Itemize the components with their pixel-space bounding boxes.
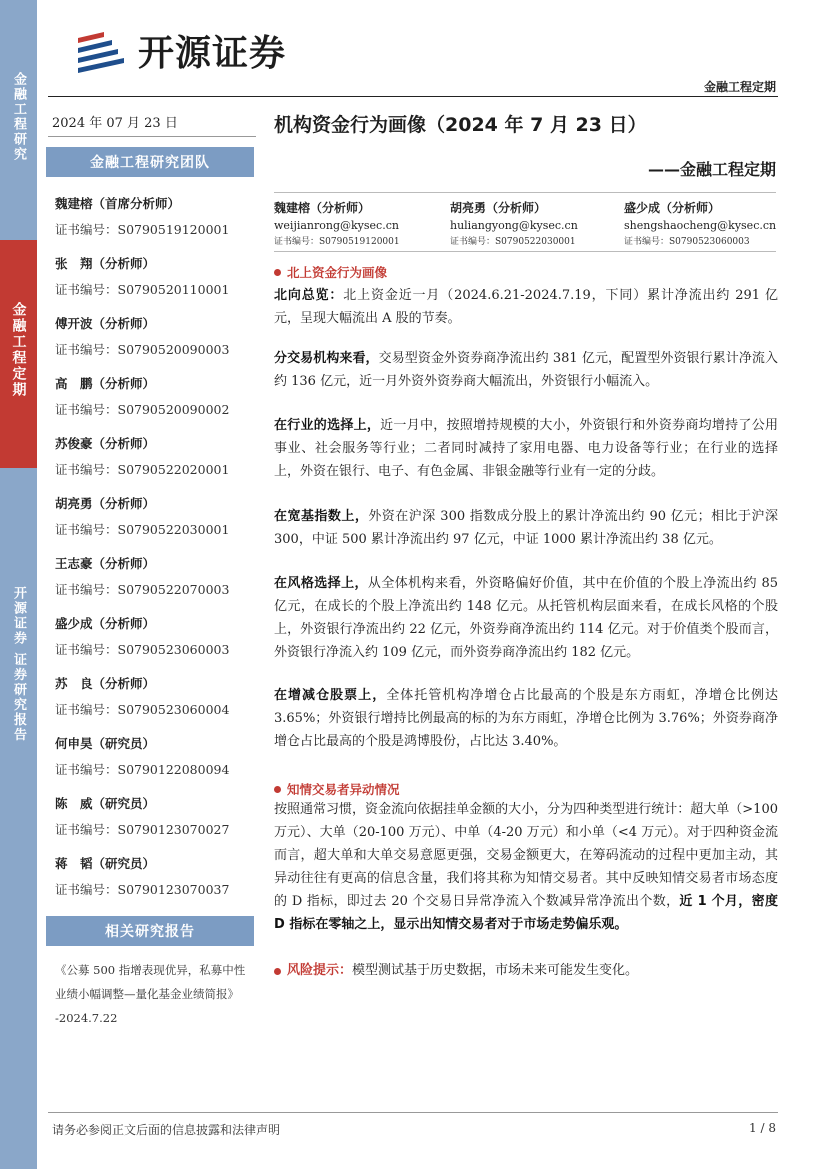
author-cert: 证书编号：S0790522030001 xyxy=(450,237,576,247)
team-member-name: 苏俊豪（分析师） xyxy=(55,436,156,451)
team-member-cert: 证书编号：S0790522070003 xyxy=(55,582,230,597)
team-member-cert: 证书编号：S0790523060004 xyxy=(55,702,230,717)
paragraph-label: 分交易机构来看， xyxy=(274,351,379,366)
paragraph-label: 在宽基指数上， xyxy=(274,509,369,524)
paragraph-overview xyxy=(274,284,778,330)
team-member-name: 陈 威（研究员） xyxy=(55,796,156,811)
section-heading-informed-traders xyxy=(274,780,400,798)
risk-label: 风险提示： xyxy=(287,963,353,978)
paragraph-label: 在风格选择上， xyxy=(274,576,368,591)
paragraph-holdings xyxy=(274,684,778,753)
author-block xyxy=(274,192,776,252)
author-email[interactable]: shengshaocheng@kysec.cn xyxy=(624,219,777,232)
paragraph-text: 按照通常习惯，资金流向依据挂单金额的大小，分为四种类型进行统计：超大单（>100 万元）、大单（20-100 万元）、中单（4-20 万元）和小单（<4 万元）。对于四种资金流而言，超大单和大单交易意愿更强，交易金额更大，在筹码流动的过程中更加主动，其异动往往有更高的信息含量，我们将其称为知情交易者。其中反映知情交易者市场态度的 D 指标，即过去 20 个交易日异常净流入个数减异常净流出个数， xyxy=(274,802,778,909)
paragraph-text: 交易型资金外资券商净流出约 381 亿元，配置型外资银行累计净流入约 136 亿元，近一月外资外资券商大幅流出，外资银行小幅流入。 xyxy=(274,351,778,389)
section-heading-northbound xyxy=(274,263,387,281)
team-member-name: 高 鹏（分析师） xyxy=(55,376,156,391)
report-title: 机构资金行为画像（2024 年 7 月 23 日） xyxy=(274,114,647,136)
team-heading: 金融工程研究团队 xyxy=(46,147,254,177)
section-heading-text: 知情交易者异动情况 xyxy=(287,782,400,797)
paragraph-label: 北向总览： xyxy=(274,288,344,303)
bullet-icon xyxy=(274,269,281,276)
team-member xyxy=(55,373,255,421)
strip-label-middle: 金融工程定期 xyxy=(10,302,27,398)
team-member-cert: 证书编号：S0790520090003 xyxy=(55,342,230,357)
team-member xyxy=(55,793,255,841)
paragraph-text: 外资在沪深 300 指数成分股上的累计净流出约 90 亿元；相比于沪深 300，中证 500 累计净流出约 97 亿元，中证 1000 累计净流出约 38 亿元。 xyxy=(274,509,778,547)
paragraph-text: 北上资金近一月（2024.6.21-2024.7.19，下同）累计净流出约 291 亿元，呈现大幅流出 A 股的节奏。 xyxy=(274,288,778,326)
page-number: 1 / 8 xyxy=(749,1121,776,1135)
section-heading-text: 北上资金行为画像 xyxy=(287,265,388,280)
report-subtitle: ——金融工程定期 xyxy=(647,160,776,179)
team-member-name: 魏建榕（首席分析师） xyxy=(55,196,181,211)
author-card xyxy=(274,199,400,249)
team-member-cert: 证书编号：S0790522020001 xyxy=(55,462,230,477)
paragraph-industry xyxy=(274,414,778,483)
team-member-cert: 证书编号：S0790123070027 xyxy=(55,822,230,837)
paragraph-broad-index xyxy=(274,505,778,551)
team-member-cert: 证书编号：S0790520090002 xyxy=(55,402,230,417)
footer-divider xyxy=(48,1112,778,1113)
paragraph-informed-traders xyxy=(274,798,778,936)
author-email[interactable]: huliangyong@kysec.cn xyxy=(450,219,578,232)
team-member-name: 胡亮勇（分析师） xyxy=(55,496,156,511)
team-member-cert: 证书编号：S0790519120001 xyxy=(55,222,230,237)
team-member xyxy=(55,853,255,901)
date-divider xyxy=(48,136,256,137)
team-member xyxy=(55,673,255,721)
brand-logo xyxy=(74,25,286,76)
logo-mark-icon xyxy=(74,28,130,74)
strip-segment-bottom xyxy=(0,468,37,1169)
related-reports-heading: 相关研究报告 xyxy=(46,916,254,946)
left-color-strip xyxy=(0,0,37,1169)
team-member xyxy=(55,193,255,241)
strip-segment-middle xyxy=(0,240,37,468)
related-report-date: -2024.7.22 xyxy=(55,1011,118,1025)
author-card xyxy=(624,199,776,249)
related-report-item[interactable] xyxy=(55,958,259,1030)
paragraph-style xyxy=(274,572,778,664)
footer-disclaimer[interactable]: 请务必参阅正文后面的信息披露和法律声明 xyxy=(52,1123,281,1137)
paragraph-label: 在增减仓股票上， xyxy=(274,688,387,703)
team-member-name: 傅开波（分析师） xyxy=(55,316,156,331)
team-member-cert: 证书编号：S0790523060003 xyxy=(55,642,230,657)
strip-segment-top xyxy=(0,0,37,240)
team-member-cert: 证书编号：S0790122080094 xyxy=(55,762,230,777)
risk-text: 模型测试基于历史数据，市场未来可能发生变化。 xyxy=(352,963,639,978)
risk-notice xyxy=(274,960,638,982)
author-name: 胡亮勇（分析师） xyxy=(450,201,547,215)
author-cert: 证书编号：S0790523060003 xyxy=(624,237,750,247)
brand-name: 开源证券 xyxy=(138,33,287,74)
team-member-cert: 证书编号：S0790520110001 xyxy=(55,282,230,297)
team-member xyxy=(55,433,255,481)
team-member-name: 蒋 韬（研究员） xyxy=(55,856,156,871)
paragraph-text: 从全体机构来看，外资略偏好价值，其中在价值的个股上净流出约 85 亿元，在成长的个股上净流出约 148 亿元。从托管机构层面来看，在成长风格的个股上，外资银行净流出约 22 亿元，外资券商净流出约 114 亿元。对于价值类个股而言，外资银行净流入约 109 亿元，而外资券商净流出约 182 亿元。 xyxy=(274,576,778,660)
strip-label-top: 金融工程研究 xyxy=(11,72,26,162)
team-member xyxy=(55,253,255,301)
related-report-line: 《公募 500 指增表现优异，私募中性 xyxy=(55,963,246,977)
team-member xyxy=(55,553,255,601)
team-member xyxy=(55,613,255,661)
bullet-icon xyxy=(274,786,281,793)
author-email[interactable]: weijianrong@kysec.cn xyxy=(274,219,399,232)
team-member xyxy=(55,313,255,361)
team-member-name: 张 翔（分析师） xyxy=(55,256,156,271)
paragraph-text: 近一月中，按照增持规模的大小，外资银行和外资券商均增持了公用事业、社会服务等行业；二者同时减持了家用电器、电力设备等行业；在行业的选择上，外资在银行、电子、有色金属、非银金融等行业有一定的分歧。 xyxy=(274,418,778,479)
team-member-cert: 证书编号：S0790123070037 xyxy=(55,882,230,897)
paragraph-text: 全体托管机构净增仓占比最高的个股是东方雨虹，净增仓比例达 3.65%；外资银行增持比例最高的标的为东方雨虹，净增仓比例为 3.76%；外资券商净增仓占比最高的个股是鸿博股份，占比达 3.40%。 xyxy=(274,688,778,749)
bullet-icon xyxy=(274,968,281,975)
team-member-name: 王志豪（分析师） xyxy=(55,556,156,571)
related-report-line: 业绩小幅调整—量化基金业绩简报》 xyxy=(55,987,239,1001)
report-date: 2024 年 07 月 23 日 xyxy=(52,116,178,131)
author-cert: 证书编号：S0790519120001 xyxy=(274,237,400,247)
author-name: 盛少成（分析师） xyxy=(624,201,721,215)
team-member xyxy=(55,493,255,541)
author-card xyxy=(450,199,578,249)
paragraph-emphasis: 近 1 个月，密度 D 指标在零轴之上，显示出知情交易者对于市场走势偏乐观。 xyxy=(274,894,778,932)
header-category-tag: 金融工程定期 xyxy=(703,80,776,94)
strip-label-bottom: 开源证券 证券研究报告 xyxy=(11,586,26,743)
team-member-name: 苏 良（分析师） xyxy=(55,676,156,691)
paragraph-label: 在行业的选择上， xyxy=(274,418,381,433)
header-divider xyxy=(48,96,778,97)
author-name: 魏建榕（分析师） xyxy=(274,201,371,215)
team-member xyxy=(55,733,255,781)
team-member-name: 何申昊（研究员） xyxy=(55,736,156,751)
paragraph-institutions xyxy=(274,347,778,393)
team-member-cert: 证书编号：S0790522030001 xyxy=(55,522,230,537)
team-member-name: 盛少成（分析师） xyxy=(55,616,156,631)
